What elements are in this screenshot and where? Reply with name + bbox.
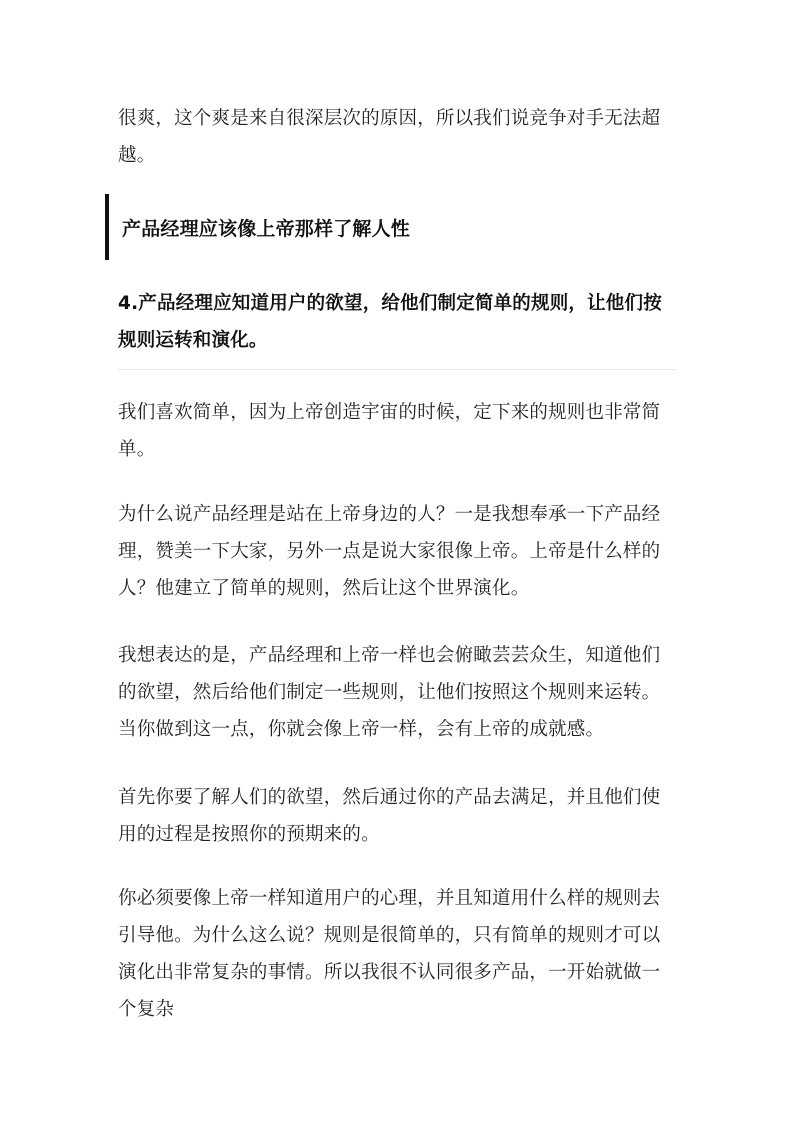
section-heading: 产品经理应该像上帝那样了解人性: [122, 217, 411, 240]
sub-heading: 4.产品经理应知道用户的欲望，给他们制定简单的规则，让他们按规则运转和演化。: [118, 293, 662, 351]
intro-paragraph: 很爽，这个爽是来自很深层次的原因，所以我们说竞争对手无法超越。: [118, 108, 661, 166]
body-paragraph-2: 为什么说产品经理是站在上帝身边的人？一是我想奉承一下产品经理，赞美一下大家，另外一点是说大家很像上帝。上帝是什么样的人？他建立了简单的规则，然后让这个世界演化。: [118, 504, 661, 599]
section-heading-block: [105, 194, 665, 260]
divider: [118, 369, 676, 370]
body-paragraph-1: 我们喜欢简单，因为上帝创造宇宙的时候，定下来的规则也非常简单。: [118, 402, 661, 460]
body-paragraph-5: 你必须要像上帝一样知道用户的心理，并且知道用什么样的规则去引导他。为什么这么说？规则是很简单的，只有简单的规则才可以演化出非常复杂的事情。所以我很不认同很多产品，一开始就做一个复杂: [118, 888, 661, 1020]
body-paragraph-4: 首先你要了解人们的欲望，然后通过你的产品去满足，并且他们使用的过程是按照你的预期来的。: [118, 787, 661, 845]
body-paragraph-3: 我想表达的是，产品经理和上帝一样也会俯瞰芸芸众生，知道他们的欲望，然后给他们制定一些规则，让他们按照这个规则来运转。当你做到这一点，你就会像上帝一样，会有上帝的成就感。: [118, 645, 661, 740]
